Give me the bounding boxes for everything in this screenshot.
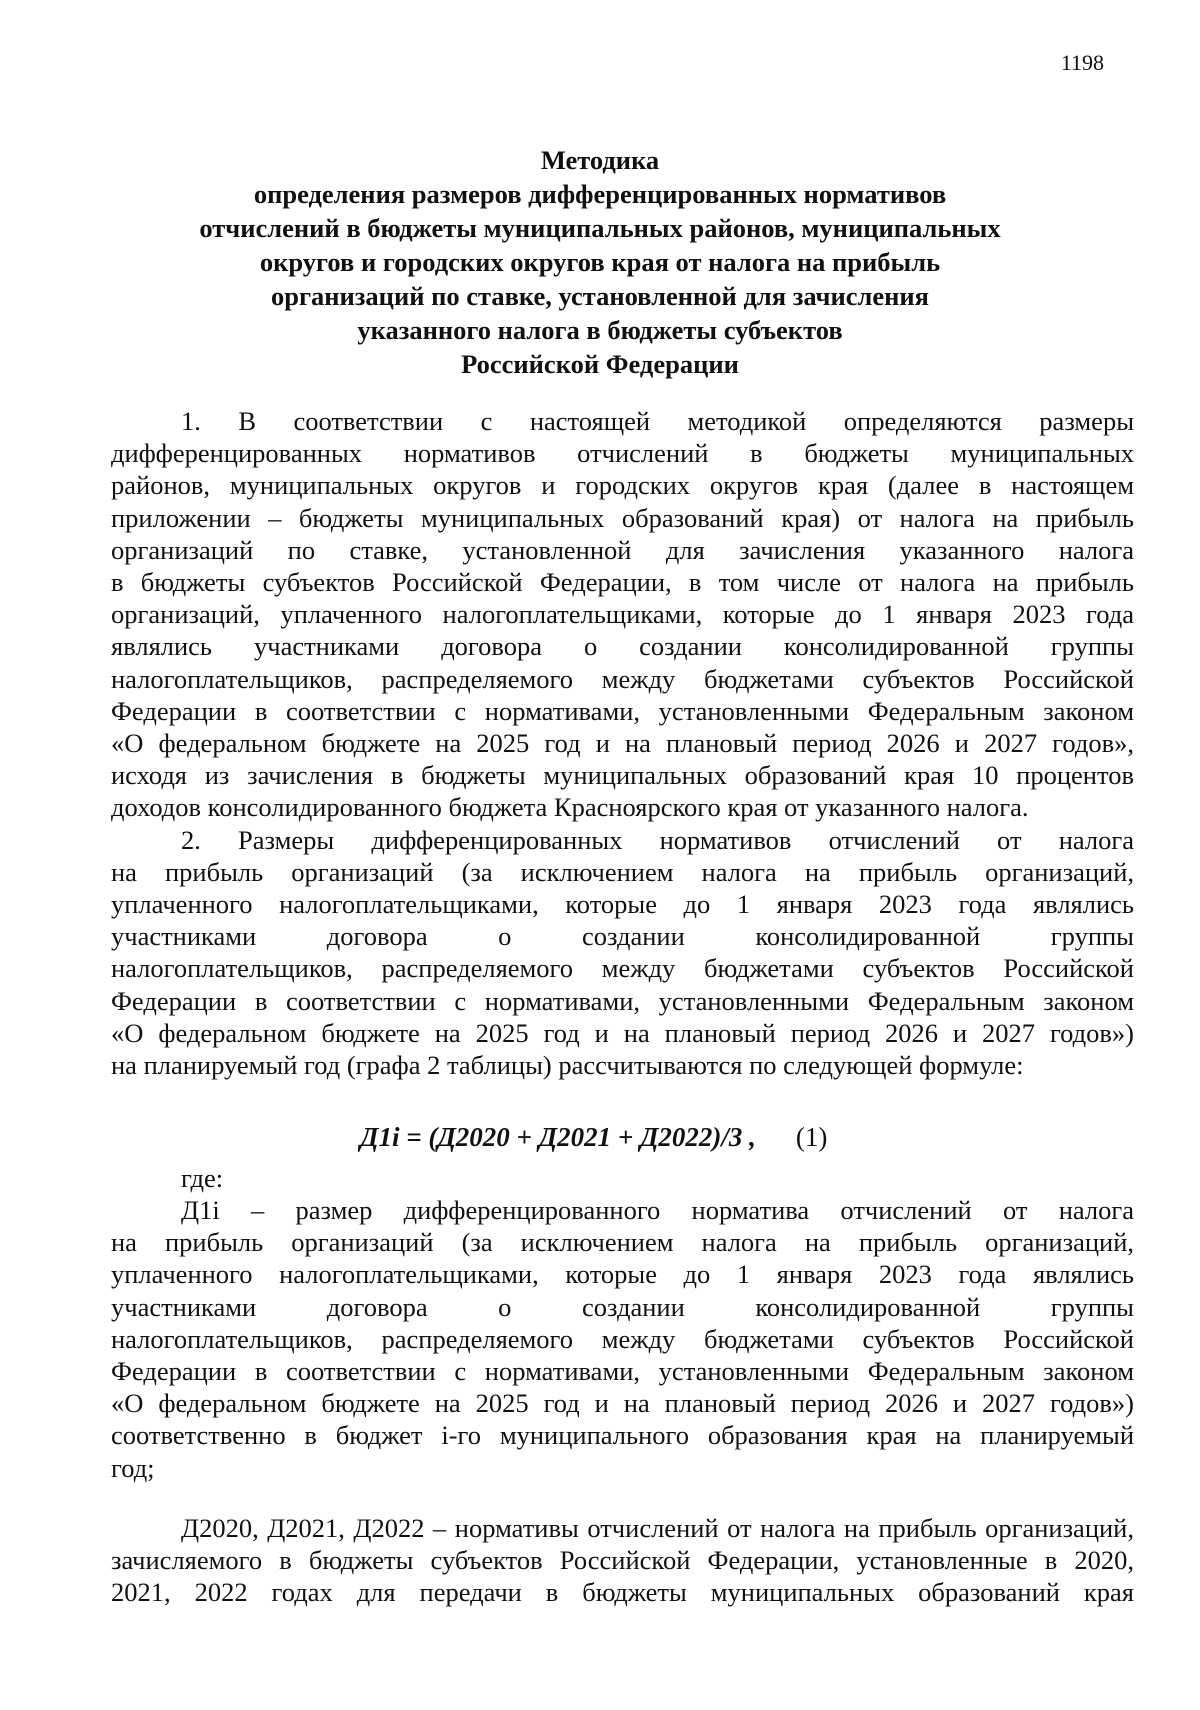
text-line: 2021, 2022 годах для передачи в бюджеты муниципальных образований края [111, 1577, 1134, 1608]
text-line: Д2020, Д2021, Д2022 – нормативы отчислений от налога на прибыль организаций, [181, 1513, 1134, 1543]
text-line: соответственно в бюджет i-го муниципального образования края на планируемый [111, 1420, 1134, 1451]
formula-expression: Д1i = (Д2020 + Д2021 + Д2022)/3 , [360, 1122, 756, 1152]
title-line: определения размеров дифференцированных нормативов [253, 179, 947, 209]
text-line: на прибыль организаций (за исключением налога на прибыль организаций, [111, 856, 1134, 887]
text-line: в бюджеты субъектов Российской Федерации, в том числе от налога на прибыль [111, 567, 1134, 598]
text-line: на планируемый год (графа 2 таблицы) рассчитываются по следующей формуле: [111, 1050, 1024, 1081]
title-line: организаций по ставке, установленной для зачисления [270, 281, 930, 311]
text-line: участниками договора о создании консолидированной группы [111, 1291, 1134, 1322]
paragraph-definition-d1i [111, 1194, 1134, 1484]
text-line: на прибыль организаций (за исключением налога на прибыль организаций, [111, 1227, 1134, 1258]
text-line: 1. В соответствии с настоящей методикой определяются размеры [181, 406, 1134, 436]
text-line: приложении – бюджеты муниципальных образований края) от налога на прибыль [111, 502, 1134, 533]
text-line: уплаченного налогоплательщиками, которые до 1 января 2023 года являлись [111, 889, 1134, 920]
title-line: указанного налога в бюджеты субъектов [357, 315, 843, 345]
text-line: налогоплательщиков, распределяемого между бюджетами субъектов Российской [111, 1323, 1134, 1354]
text-line: год; [111, 1452, 155, 1483]
text-line: организаций, уплаченного налогоплательщиками, которые до 1 января 2023 года [111, 599, 1134, 630]
text-line: «О федеральном бюджете на 2025 год и на плановый период 2026 и 2027 годов») [111, 1388, 1134, 1419]
title-line: Российской Федерации [461, 349, 739, 379]
text-line: зачисляемого в бюджеты субъектов Российской Федерации, установленные в 2020, [111, 1545, 1134, 1576]
text-line: Д1i – размер дифференцированного норматива отчислений от налога [181, 1195, 1134, 1225]
text-line: дифференцированных нормативов отчислений в бюджеты муниципальных [111, 438, 1134, 469]
title-line: Методика [540, 145, 660, 175]
text-line: «О федеральном бюджете на 2025 год и на плановый период 2026 и 2027 годов», [111, 728, 1134, 759]
paragraphs-1-2 [111, 405, 1134, 1081]
text-line: 2. Размеры дифференцированных нормативов отчислений от налога [181, 824, 1134, 855]
text-line: районов, муниципальных округов и городских округов края (далее в настоящем [111, 470, 1134, 501]
text-line: являлись участниками договора о создании консолидированной группы [111, 631, 1134, 662]
text-line: уплаченного налогоплательщиками, которые до 1 января 2023 года являлись [111, 1259, 1134, 1290]
text-line: Федерации в соответствии с нормативами, установленными Федеральным законом [111, 695, 1134, 726]
text-line: организаций по ставке, установленной для зачисления указанного налога [111, 534, 1134, 565]
title-line: отчислений в бюджеты муниципальных районов, муниципальных [199, 213, 1001, 243]
title-line: округов и городских округов края от налога на прибыль [259, 247, 941, 277]
text-line: «О федеральном бюджете на 2025 год и на плановый период 2026 и 2027 годов») [111, 1017, 1134, 1048]
text-line: доходов консолидированного бюджета Красноярского края от указанного налога. [111, 792, 1029, 823]
page-number: 1198 [1060, 50, 1104, 75]
where-label: где: [181, 1163, 224, 1193]
paragraph-definition-d2020 [111, 1512, 1134, 1609]
text-line: исходя из зачисления в бюджеты муниципальных образований края 10 процентов [111, 760, 1134, 791]
text-line: Федерации в соответствии с нормативами, установленными Федеральным законом [111, 985, 1134, 1016]
text-line: участниками договора о создании консолидированной группы [111, 921, 1134, 952]
document-title [120, 143, 1080, 381]
text-line: Федерации в соответствии с нормативами, установленными Федеральным законом [111, 1356, 1134, 1387]
text-line: налогоплательщиков, распределяемого между бюджетами субъектов Российской [111, 663, 1134, 694]
formula [360, 1122, 827, 1153]
formula-number: (1) [795, 1122, 828, 1152]
text-line: налогоплательщиков, распределяемого между бюджетами субъектов Российской [111, 953, 1134, 984]
